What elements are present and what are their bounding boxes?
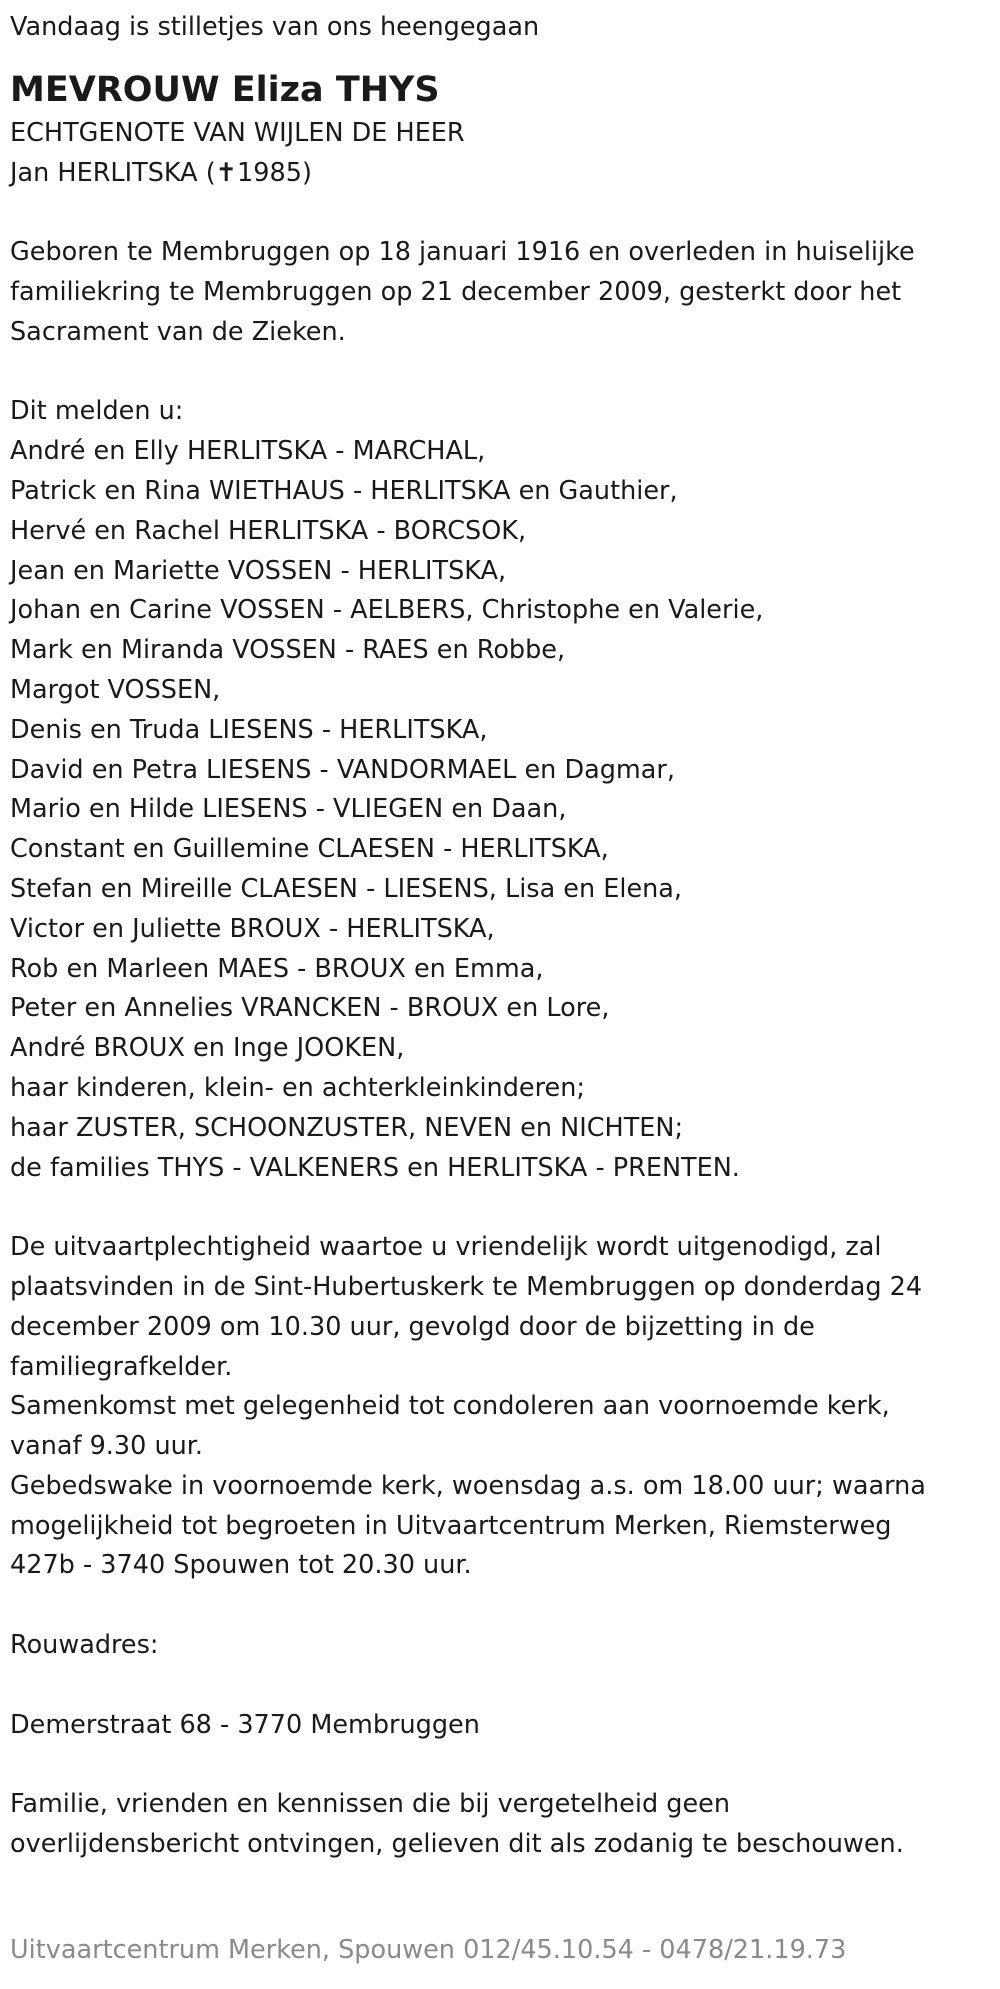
spacer: [10, 193, 990, 233]
family-line: Johan en Carine VOSSEN - AELBERS, Christophe en Valerie,: [10, 595, 764, 626]
ceremony-paragraph: [10, 1228, 990, 1586]
family-line: Jean en Mariette VOSSEN - HERLITSKA,: [10, 555, 507, 586]
spacer: [10, 1188, 990, 1228]
deceased-name: MEVROUW Eliza THYS: [10, 69, 440, 110]
birth-line: Sacrament van de Zieken.: [10, 316, 346, 347]
spacer: [10, 1586, 990, 1626]
family-list: [10, 432, 990, 1188]
family-line: David en Petra LIESENS - VANDORMAEL en Dagmar,: [10, 754, 675, 785]
family-line: Peter en Annelies VRANCKEN - BROUX en Lore,: [10, 993, 610, 1024]
mourning-address: Demerstraat 68 - 3770 Membruggen: [10, 1709, 480, 1740]
ceremony-line: mogelijkheid tot begroeten in Uitvaartcentrum Merken, Riemsterweg: [10, 1510, 892, 1541]
spouse-line-1: ECHTGENOTE VAN WIJLEN DE HEER: [10, 117, 465, 148]
family-line: Patrick en Rina WIETHAUS - HERLITSKA en Gauthier,: [10, 475, 678, 506]
ceremony-line: plaatsvinden in de Sint-Hubertuskerk te Membruggen op donderdag 24: [10, 1271, 923, 1302]
ceremony-line: Gebedswake in voornoemde kerk, woensdag a.s. om 18.00 uur; waarna: [10, 1470, 926, 1501]
family-line: Victor en Juliette BROUX - HERLITSKA,: [10, 913, 495, 944]
family-line: Mario en Hilde LIESENS - VLIEGEN en Daan,: [10, 794, 567, 825]
closing-paragraph: [10, 1785, 990, 1865]
family-line: Denis en Truda LIESENS - HERLITSKA,: [10, 714, 488, 745]
family-line: Rob en Marleen MAES - BROUX en Emma,: [10, 953, 544, 984]
funeral-home-footer: Uitvaartcentrum Merken, Spouwen 012/45.10.54 - 0478/21.19.73: [10, 1935, 847, 1965]
family-line: Mark en Miranda VOSSEN - RAES en Robbe,: [10, 635, 566, 666]
family-line: André en Elly HERLITSKA - MARCHAL,: [10, 436, 486, 467]
ceremony-line: familiegrafkelder.: [10, 1351, 233, 1382]
intro-text: Vandaag is stilletjes van ons heengegaan: [10, 12, 540, 42]
family-line: Constant en Guillemine CLAESEN - HERLITSKA,: [10, 834, 609, 865]
birth-line: familiekring te Membruggen op 21 december 2009, gesterkt door het: [10, 276, 902, 307]
spacer: [10, 1745, 990, 1785]
closing-line: Familie, vrienden en kennissen die bij vergetelheid geen: [10, 1789, 730, 1820]
ceremony-line: vanaf 9.30 uur.: [10, 1431, 204, 1462]
family-line: Hervé en Rachel HERLITSKA - BORCSOK,: [10, 515, 527, 546]
ceremony-line: De uitvaartplechtigheid waartoe u vriendelijk wordt uitgenodigd, zal: [10, 1232, 882, 1263]
address-heading: Rouwadres:: [10, 1630, 159, 1661]
spacer: [10, 1666, 990, 1706]
family-line: André BROUX en Inge JOOKEN,: [10, 1033, 405, 1064]
family-line: Margot VOSSEN,: [10, 674, 221, 705]
birth-line: Geboren te Membruggen op 18 januari 1916 en overleden in huiselijke: [10, 237, 915, 268]
closing-line: overlijdensbericht ontvingen, gelieven dit als zodanig te beschouwen.: [10, 1829, 904, 1860]
ceremony-line: 427b - 3740 Spouwen tot 20.30 uur.: [10, 1550, 472, 1581]
spouse-line-2: Jan HERLITSKA (✝1985): [10, 157, 312, 188]
birth-death-paragraph: [10, 233, 990, 352]
family-line: haar ZUSTER, SCHOONZUSTER, NEVEN en NICHTEN;: [10, 1112, 684, 1143]
family-line: Stefan en Mireille CLAESEN - LIESENS, Lisa en Elena,: [10, 873, 683, 904]
spacer: [10, 353, 990, 393]
family-line: de families THYS - VALKENERS en HERLITSKA - PRENTEN.: [10, 1152, 740, 1183]
ceremony-line: december 2009 om 10.30 uur, gevolgd door de bijzetting in de: [10, 1311, 815, 1342]
family-line: haar kinderen, klein- en achterkleinkinderen;: [10, 1072, 585, 1103]
ceremony-line: Samenkomst met gelegenheid tot condoleren aan voornoemde kerk,: [10, 1391, 890, 1422]
announce-heading: Dit melden u:: [10, 396, 184, 427]
